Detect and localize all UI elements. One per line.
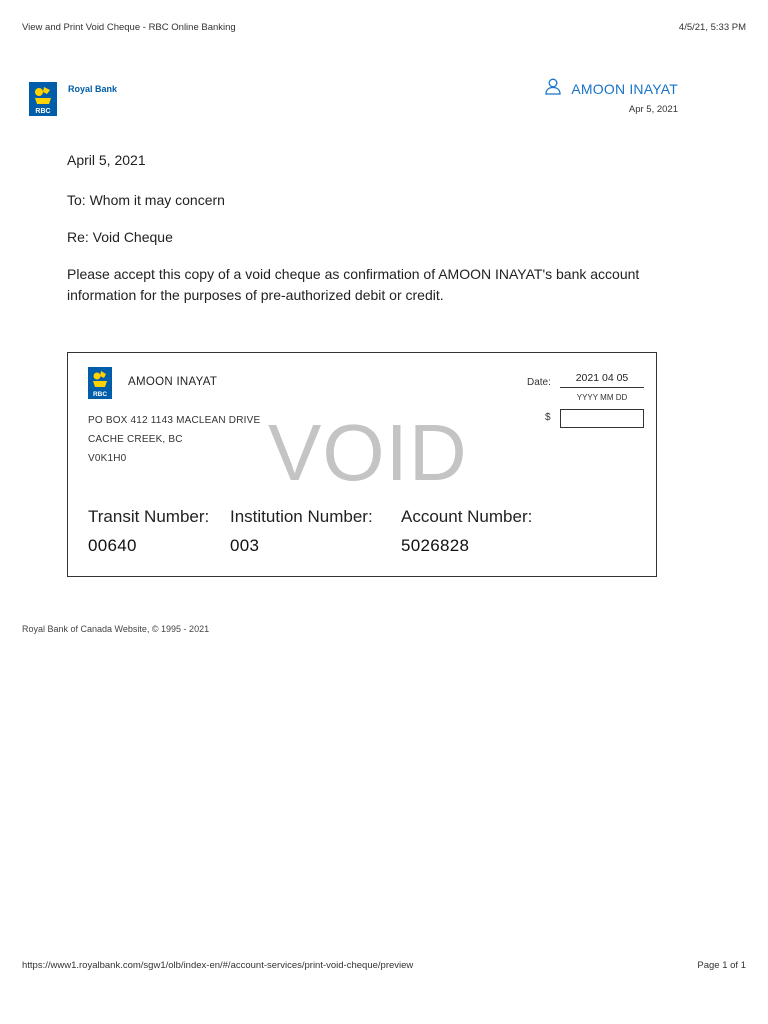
void-cheque <box>67 352 657 577</box>
cheque-date-format: YYYY MM DD <box>576 393 628 402</box>
print-page-title: View and Print Void Cheque - RBC Online Banking <box>22 22 236 33</box>
void-watermark: VOID <box>268 408 468 497</box>
page-number: Page 1 of 1 <box>697 960 746 971</box>
institution-number <box>230 507 373 556</box>
institution-value: 003 <box>230 536 260 555</box>
amount-box <box>560 409 644 428</box>
print-header <box>22 22 746 36</box>
user-date: Apr 5, 2021 <box>628 104 678 115</box>
account-number <box>401 507 532 556</box>
account-label: Account Number: <box>401 507 533 526</box>
address-line-1: PO BOX 412 1143 MACLEAN DRIVE <box>88 415 261 426</box>
copyright-notice: Royal Bank of Canada Website, © 1995 - 2021 <box>22 624 210 634</box>
print-url: https://www1.royalbank.com/sgw1/olb/index-en/#/account-services/print-void-cheque/preview <box>22 960 414 971</box>
cheque-date-value: 2021 04 05 <box>560 372 644 388</box>
user-name[interactable]: AMOON INAYAT <box>571 81 678 97</box>
cheque-date-label: Date: <box>527 377 551 388</box>
letter-body <box>67 150 667 306</box>
rbc-logo-icon[interactable] <box>29 82 57 116</box>
rbc-cheque-logo-icon <box>88 367 112 399</box>
letter-subject: Re: Void Cheque <box>67 229 173 245</box>
cheque-address <box>88 411 260 468</box>
print-timestamp: 4/5/21, 5:33 PM <box>678 22 746 33</box>
user-icon[interactable] <box>545 78 561 100</box>
svg-text:RBC: RBC <box>92 391 108 398</box>
address-line-3: V0K1H0 <box>88 453 127 464</box>
letter-date: April 5, 2021 <box>67 152 146 168</box>
bank-name: Royal Bank <box>68 84 118 94</box>
cheque-holder-name: AMOON INAYAT <box>128 376 218 388</box>
letter-recipient: To: Whom it may concern <box>67 192 225 208</box>
address-line-2: CACHE CREEK, BC <box>88 434 183 445</box>
transit-value: 00640 <box>88 536 137 555</box>
svg-text:RBC: RBC <box>35 108 51 115</box>
account-value: 5026828 <box>401 536 470 555</box>
transit-number <box>88 507 209 556</box>
institution-label: Institution Number: <box>230 507 373 526</box>
user-profile <box>545 78 678 115</box>
letter-paragraph: Please accept this copy of a void cheque as confirmation of AMOON INAYAT's bank account information for the purposes of pre-authorized debit or credit. <box>67 266 640 303</box>
dollar-sign: $ <box>545 412 551 423</box>
transit-label: Transit Number: <box>88 507 210 526</box>
